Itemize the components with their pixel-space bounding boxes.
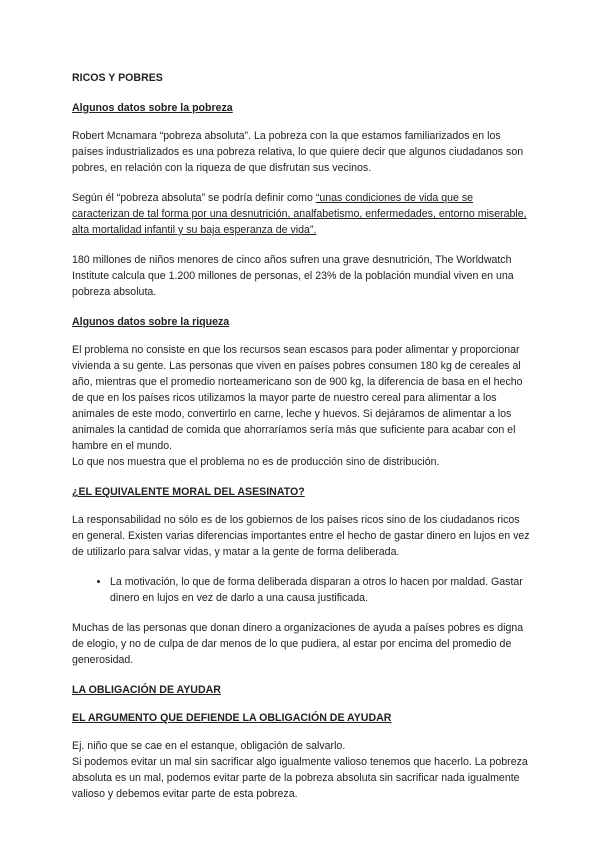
recursos-conclusion: Lo que nos muestra que el problema no es de producción sino de distribución.	[72, 456, 440, 468]
argumento-ejemplo: Ej. niño que se cae en el estanque, obligación de salvarlo.	[72, 740, 346, 752]
heading-riqueza: Algunos datos sobre la riqueza	[72, 316, 230, 328]
heading-pobreza: Algunos datos sobre la pobreza	[72, 102, 233, 114]
heading-obligacion: LA OBLIGACIÓN DE AYUDAR	[72, 684, 221, 696]
document-body	[72, 70, 532, 816]
paragraph-definicion	[72, 190, 532, 238]
recursos-text: El problema no consiste en que los recursos sean escasos para poder alimentar y proporcionar vivienda a su gente. Las personas que viven en países pobres consumen 180 kg de cereales al año, mientras que el promedio norteamericano son de 900 kg, la diferencia de basa en el hecho de que en los países ricos utilizamos la mayor parte de nuestro cereal para alimentar a los animales de este modo, convertirlo en carne, leche y huevos. Si dejáramos de alimentar a los animales la cantidad de comida que ahorraríamos sería más que suficiente para acabar con el hambre en el mundo.	[72, 344, 523, 452]
paragraph-argumento	[72, 738, 532, 802]
list-item: • La motivación, lo que de forma deliberada disparan a otros lo hacen por maldad. Gastar dinero en lujos en vez de darlo a una causa justificada.	[110, 574, 532, 606]
paragraph-donaciones: Muchas de las personas que donan dinero a organizaciones de ayuda a países pobres es digna de elogio, y no de culpa de dar menos de lo que pudiera, al estar por encima del promedio de generosidad.	[72, 622, 524, 666]
definicion-intro: Según él “pobreza absoluta” se podría definir como	[72, 192, 313, 204]
paragraph-recursos	[72, 342, 532, 470]
heading-equivalente-moral: ¿EL EQUIVALENTE MORAL DEL ASESINATO?	[72, 486, 305, 498]
argumento-texto: Si podemos evitar un mal sin sacrificar algo igualmente valioso tenemos que hacerlo. La pobreza absoluta es un mal, podemos evitar parte de la pobreza absoluta sin sacrificar nada igualmente valioso y debemos evitar parte de esta pobreza.	[72, 756, 528, 800]
paragraph-estadisticas: 180 millones de niños menores de cinco años sufren una grave desnutrición, The Worldwatch Institute calcula que 1.200 millones de personas, el 23% de la población mundial viven en una pobreza absoluta.	[72, 254, 514, 298]
definicion-quote: “unas condiciones de vida que se caracterizan de tal forma por una desnutrición, analfabetismo, enfermedades, entorno miserable, alta mortalidad infantil y su baja esperanza de vida”.	[72, 192, 527, 236]
heading-argumento: EL ARGUMENTO QUE DEFIENDE LA OBLIGACIÓN DE AYUDAR	[72, 712, 392, 724]
bullet-list	[72, 574, 532, 606]
paragraph-mcnamara: Robert Mcnamara “pobreza absoluta”. La pobreza con la que estamos familiarizados en los países industrializados es una pobreza relativa, lo que quiere decir que algunos ciudadanos son pobres, en relación con la riqueza de que disfrutan sus vecinos.	[72, 130, 524, 174]
document-title: RICOS Y POBRES	[72, 72, 163, 84]
paragraph-responsabilidad: La responsabilidad no sólo es de los gobiernos de los países ricos sino de los ciudadanos ricos en general. Existen varias diferencias importantes entre el hecho de gastar dinero en lujos en vez de utilizarlo para salvar vidas, y matar a la gente de forma deliberada.	[72, 514, 530, 558]
